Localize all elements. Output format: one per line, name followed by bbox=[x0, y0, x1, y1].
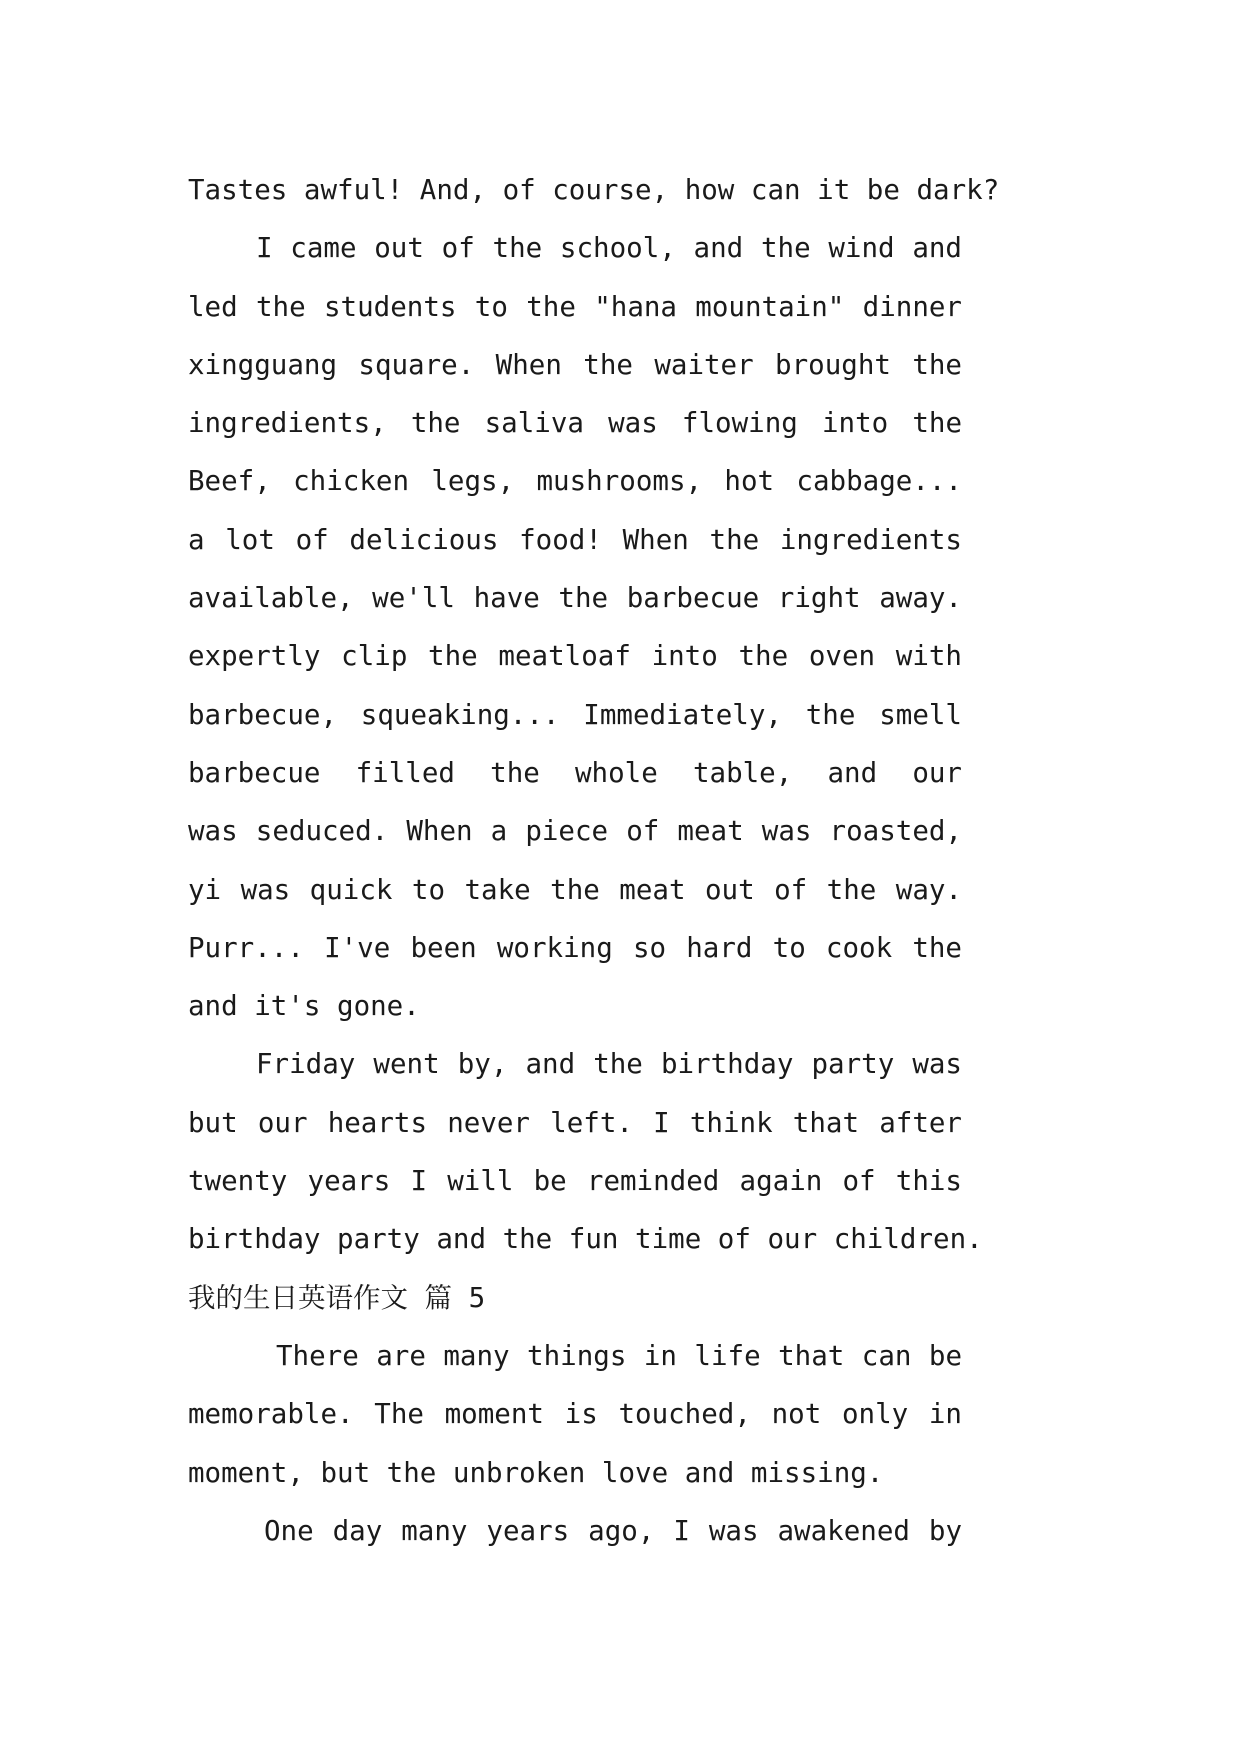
text-line: and it's gone. bbox=[188, 990, 420, 1023]
text-line: I came out of the school, and the wind and bbox=[256, 232, 962, 265]
text-line: barbecue filled the whole table, and our bbox=[188, 756, 962, 789]
text-line: a lot of delicious food! When the ingredients bbox=[188, 523, 962, 556]
text-line: yi was quick to take the meat out of the way. bbox=[188, 873, 962, 906]
text-line: moment, but the unbroken love and missing. bbox=[188, 1456, 884, 1489]
text-line: Purr... I've been working so hard to cook the bbox=[188, 931, 962, 964]
text-line: but our hearts never left. I think that after bbox=[188, 1106, 962, 1139]
text-line: expertly clip the meatloaf into the oven with bbox=[188, 640, 962, 673]
text-line: available, we'll have the barbecue right away. bbox=[188, 582, 962, 615]
text-line: Friday went by, and the birthday party was bbox=[256, 1048, 962, 1081]
text-line: xingguang square. When the waiter brought the bbox=[188, 348, 962, 381]
text-line: twenty years I will be reminded again of this bbox=[188, 1165, 962, 1198]
text-line: ingredients, the saliva was flowing into the bbox=[188, 407, 962, 440]
section-heading: 我的生日英语作文 篇 5 bbox=[188, 1281, 486, 1314]
text-line: barbecue, squeaking... Immediately, the smell bbox=[188, 698, 962, 731]
document-body bbox=[188, 161, 1058, 1560]
text-line: was seduced. When a piece of meat was roasted, bbox=[188, 815, 962, 848]
text-line: led the students to the "hana mountain" dinner bbox=[188, 290, 962, 323]
text-line: Tastes awful! And, of course, how can it be dark? bbox=[188, 174, 1000, 206]
text-line: There are many things in life that can be bbox=[276, 1339, 962, 1372]
text-line: memorable. The moment is touched, not only in bbox=[188, 1398, 962, 1431]
text-line: birthday party and the fun time of our children. bbox=[188, 1223, 983, 1256]
text-line: Beef, chicken legs, mushrooms, hot cabbage... bbox=[188, 465, 962, 498]
text-line: One day many years ago, I was awakened by bbox=[264, 1514, 962, 1547]
